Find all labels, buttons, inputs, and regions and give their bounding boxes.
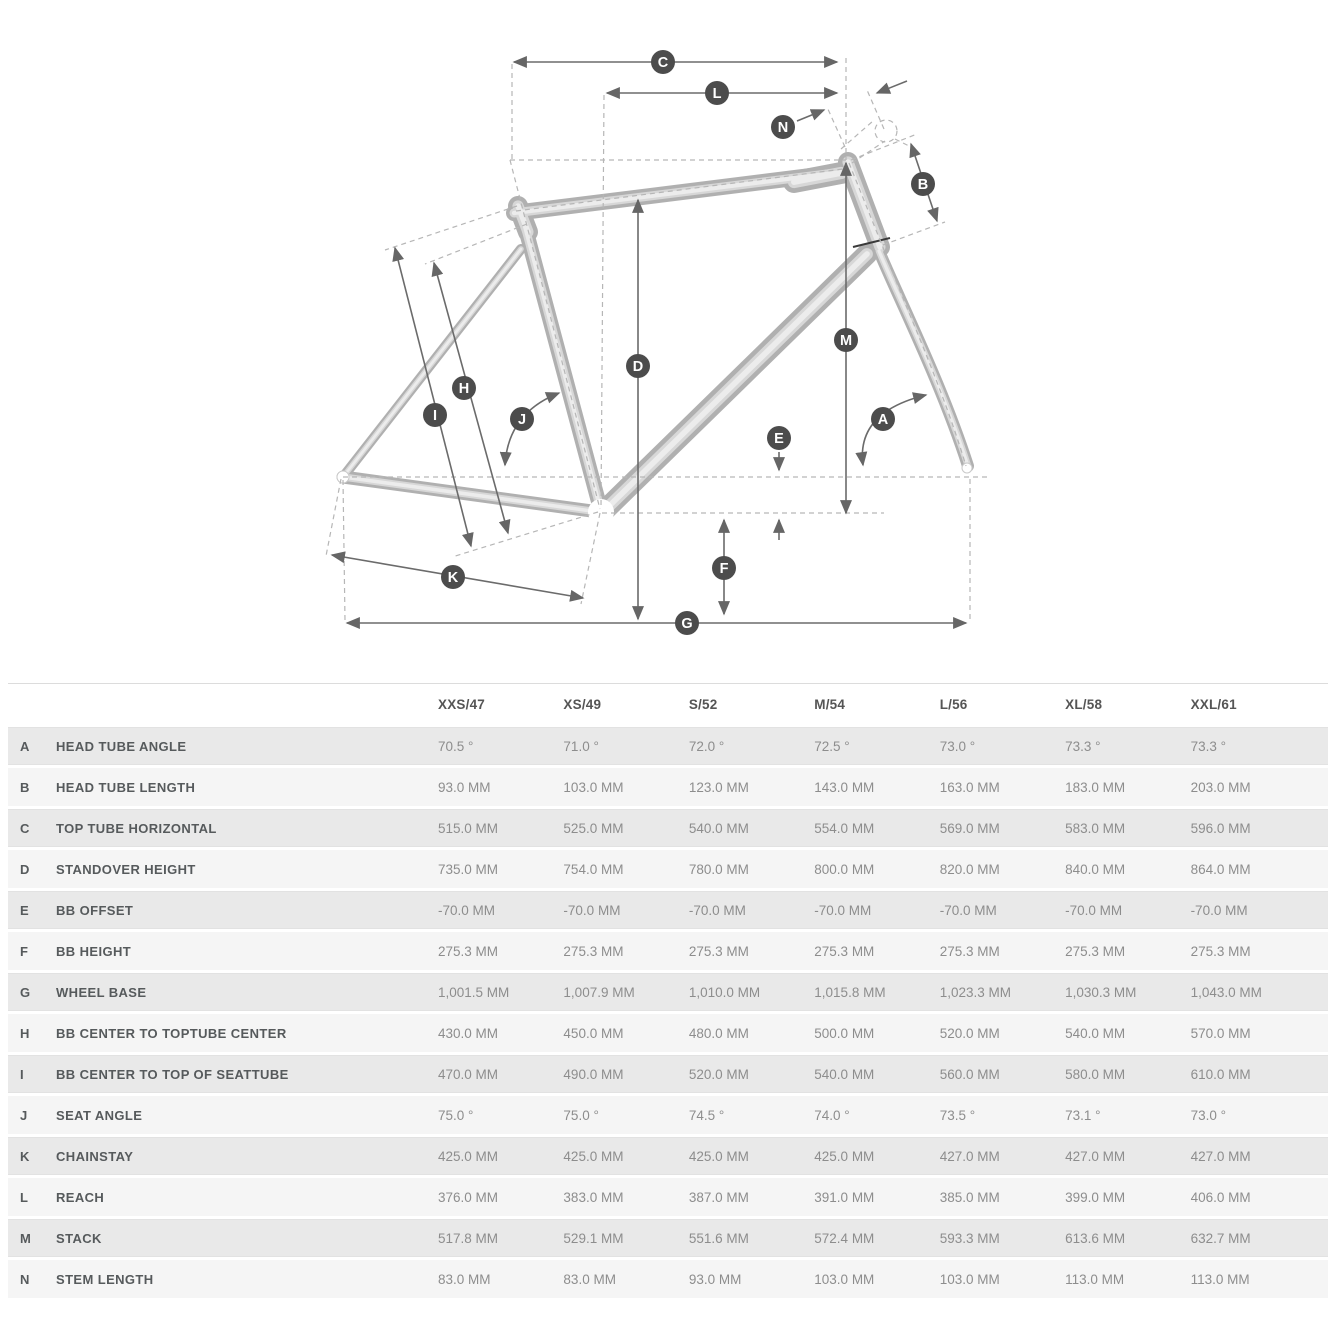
row-label: HEAD TUBE ANGLE (56, 738, 187, 754)
cell-value: 425.0 MM (563, 1148, 624, 1164)
cell-value: 73.0 ° (939, 738, 976, 754)
cell-value: 387.0 MM (688, 1189, 749, 1205)
row-key: F (20, 943, 28, 959)
badge-letter: E (774, 431, 784, 447)
row-key: A (20, 738, 30, 754)
cell-value: 613.6 MM (1065, 1230, 1126, 1246)
cell-value: 275.3 MM (688, 943, 749, 959)
table-row (8, 1055, 1328, 1093)
row-label: BB CENTER TO TOP OF SEATTUBE (56, 1066, 289, 1082)
cell-value: 1,001.5 MM (438, 984, 510, 1000)
table-row (8, 973, 1328, 1011)
cell-value: 569.0 MM (939, 820, 1000, 836)
cell-value: 820.0 MM (939, 861, 1000, 877)
cell-value: 93.0 MM (688, 1271, 742, 1287)
cell-value: 800.0 MM (814, 861, 875, 877)
cell-value: 83.0 MM (438, 1271, 491, 1287)
column-header: S/52 (688, 697, 718, 712)
badge-letter: K (447, 570, 459, 586)
row-label: BB HEIGHT (56, 943, 132, 959)
cell-value: 593.3 MM (939, 1230, 1000, 1246)
badge-letter: B (917, 177, 929, 193)
cell-value: 425.0 MM (438, 1148, 499, 1164)
cell-value: 735.0 MM (438, 861, 499, 877)
cell-value: 73.5 ° (939, 1107, 976, 1123)
cell-value: 399.0 MM (1065, 1189, 1126, 1205)
cell-value: -70.0 MM (814, 902, 872, 918)
cell-value: 73.3 ° (1190, 738, 1226, 754)
frame-tube-down-tube (604, 254, 867, 511)
row-label: STANDOVER HEIGHT (56, 861, 196, 877)
row-key: N (20, 1271, 30, 1287)
cell-value: 73.0 ° (1190, 1107, 1226, 1123)
row-key: B (20, 779, 30, 795)
cell-value: 490.0 MM (563, 1066, 624, 1082)
cell-value: 580.0 MM (1065, 1066, 1126, 1082)
row-key: L (20, 1189, 28, 1205)
row-label: TOP TUBE HORIZONTAL (56, 820, 217, 836)
table-row (8, 891, 1328, 929)
cell-value: -70.0 MM (1190, 902, 1248, 918)
badge-letter: C (657, 55, 669, 71)
cell-value: 113.0 MM (1065, 1271, 1125, 1287)
geometry-table (8, 683, 1328, 1298)
dim-badge-d (626, 354, 650, 378)
cell-value: 540.0 MM (688, 820, 749, 836)
cell-value: 72.5 ° (814, 738, 850, 754)
cell-value: 93.0 MM (438, 779, 491, 795)
row-label: STEM LENGTH (56, 1271, 154, 1287)
dim-arrow-n-right (877, 81, 907, 93)
cell-value: 450.0 MM (563, 1025, 624, 1041)
cell-value: 103.0 MM (814, 1271, 875, 1287)
cell-value: 275.3 MM (1065, 943, 1126, 959)
cell-value: 754.0 MM (563, 861, 624, 877)
badge-letter: N (777, 120, 789, 136)
dimension-badges (423, 50, 935, 635)
dim-badge-c (651, 50, 675, 74)
cell-value: 427.0 MM (1190, 1148, 1251, 1164)
cell-value: 83.0 MM (563, 1271, 616, 1287)
row-key: C (20, 820, 30, 836)
dim-badge-b (911, 172, 935, 196)
badge-letter: M (839, 333, 853, 349)
cell-value: 425.0 MM (814, 1148, 875, 1164)
cell-value: 275.3 MM (563, 943, 624, 959)
dim-badge-j (510, 407, 534, 431)
row-key: I (20, 1066, 24, 1082)
table-row (8, 850, 1328, 888)
column-header: M/54 (814, 697, 846, 712)
row-label: STACK (56, 1230, 102, 1246)
badge-letter: A (877, 412, 889, 428)
cell-value: 780.0 MM (688, 861, 749, 877)
table-body (8, 727, 1328, 1298)
row-label: REACH (56, 1189, 105, 1205)
cell-value: 540.0 MM (1065, 1025, 1126, 1041)
cell-value: 71.0 ° (563, 738, 599, 754)
cell-value: 500.0 MM (814, 1025, 875, 1041)
cell-value: 470.0 MM (438, 1066, 499, 1082)
cell-value: 520.0 MM (688, 1066, 749, 1082)
cell-value: 73.1 ° (1065, 1107, 1101, 1123)
cell-value: 1,007.9 MM (563, 984, 635, 1000)
table-row (8, 932, 1328, 970)
cell-value: 525.0 MM (563, 820, 624, 836)
dim-arrow-n-left (797, 110, 824, 121)
badge-letter: H (458, 381, 470, 397)
cell-value: 540.0 MM (814, 1066, 875, 1082)
cell-value: 1,010.0 MM (688, 984, 761, 1000)
cell-value: 570.0 MM (1190, 1025, 1251, 1041)
row-label: BB CENTER TO TOPTUBE CENTER (56, 1025, 287, 1041)
cell-value: 183.0 MM (1065, 779, 1126, 795)
cell-value: 430.0 MM (438, 1025, 499, 1041)
cell-value: 74.0 ° (814, 1107, 850, 1123)
cell-value: 123.0 MM (688, 779, 749, 795)
cell-value: 72.0 ° (688, 738, 725, 754)
cell-value: 572.4 MM (814, 1230, 875, 1246)
dim-badge-f (712, 556, 736, 580)
cell-value: 75.0 ° (563, 1107, 599, 1123)
cell-value: 376.0 MM (438, 1189, 499, 1205)
cell-value: 554.0 MM (814, 820, 875, 836)
badge-letter: D (632, 359, 644, 375)
cell-value: 275.3 MM (438, 943, 499, 959)
badge-letter: I (432, 408, 438, 424)
cell-value: 75.0 ° (438, 1107, 474, 1123)
front-dropout-hole (962, 463, 972, 473)
cell-value: 73.3 ° (1065, 738, 1101, 754)
cell-value: 391.0 MM (814, 1189, 875, 1205)
cell-value: 275.3 MM (1190, 943, 1251, 959)
cell-value: 529.1 MM (563, 1230, 624, 1246)
cell-value: -70.0 MM (939, 902, 997, 918)
table-row (8, 768, 1328, 806)
table-row (8, 809, 1328, 847)
cell-value: 103.0 MM (939, 1271, 1000, 1287)
cell-value: 520.0 MM (939, 1025, 1000, 1041)
cell-value: 583.0 MM (1065, 820, 1126, 836)
handlebar-clamp-outline (875, 120, 897, 142)
cell-value: 1,043.0 MM (1190, 984, 1262, 1000)
dim-badge-n (771, 115, 795, 139)
row-key: K (20, 1148, 30, 1164)
dim-badge-h (452, 376, 476, 400)
cell-value: 596.0 MM (1190, 820, 1251, 836)
row-label: HEAD TUBE LENGTH (56, 779, 196, 795)
cell-value: 517.8 MM (438, 1230, 499, 1246)
bike-frame-illustration (343, 162, 968, 512)
column-header: XXL/61 (1190, 697, 1237, 712)
cell-value: -70.0 MM (563, 902, 621, 918)
cell-value: 551.6 MM (688, 1230, 749, 1246)
frame-tube-seatstay (343, 249, 521, 477)
cell-value: -70.0 MM (438, 902, 496, 918)
cell-value: 425.0 MM (688, 1148, 749, 1164)
row-key: H (20, 1025, 30, 1041)
cell-value: 840.0 MM (1065, 861, 1126, 877)
badge-letter: F (719, 561, 729, 577)
cell-value: 480.0 MM (688, 1025, 749, 1041)
dimension-lines (332, 62, 966, 623)
cell-value: 560.0 MM (939, 1066, 1000, 1082)
row-key: D (20, 861, 30, 877)
dim-badge-a (871, 407, 895, 431)
frame-details (337, 238, 972, 525)
column-header: L/56 (939, 697, 968, 712)
dim-badge-e (767, 426, 791, 450)
cell-value: 113.0 MM (1190, 1271, 1250, 1287)
row-key: J (20, 1107, 28, 1123)
cell-value: 275.3 MM (814, 943, 875, 959)
table-row (8, 1096, 1328, 1134)
row-key: E (20, 902, 29, 918)
cell-value: 1,030.3 MM (1065, 984, 1137, 1000)
dim-badge-i (423, 403, 447, 427)
cell-value: 385.0 MM (939, 1189, 1000, 1205)
cell-value: -70.0 MM (688, 902, 746, 918)
dim-badge-g (675, 611, 699, 635)
cell-value: 70.5 ° (438, 738, 474, 754)
badge-letter: G (681, 616, 693, 632)
cell-value: 864.0 MM (1190, 861, 1251, 877)
row-label: SEAT ANGLE (56, 1107, 143, 1123)
table-row (8, 1260, 1328, 1298)
table-row (8, 1219, 1328, 1257)
row-key: M (20, 1230, 31, 1246)
construction-lines (326, 58, 991, 621)
cell-value: 427.0 MM (1065, 1148, 1126, 1164)
cell-value: 515.0 MM (438, 820, 499, 836)
dim-arc-j-seat-angle (505, 393, 559, 465)
table-row (8, 1014, 1328, 1052)
cell-value: 406.0 MM (1190, 1189, 1251, 1205)
cell-value: 275.3 MM (939, 943, 1000, 959)
cell-value: 103.0 MM (563, 779, 624, 795)
frame-tube-head-tube (848, 162, 880, 247)
dim-badge-l (705, 81, 729, 105)
table-row (8, 727, 1328, 765)
cell-value: -70.0 MM (1065, 902, 1123, 918)
dim-badge-m (834, 328, 858, 352)
cell-value: 1,015.8 MM (814, 984, 886, 1000)
cell-value: 383.0 MM (563, 1189, 624, 1205)
frame-tube-chainstay (343, 477, 599, 512)
row-label: WHEEL BASE (56, 984, 147, 1000)
cell-value: 1,023.3 MM (939, 984, 1011, 1000)
dim-badge-k (441, 565, 465, 589)
cell-value: 163.0 MM (939, 779, 1000, 795)
badge-letter: J (517, 412, 527, 428)
cell-value: 74.5 ° (688, 1107, 725, 1123)
column-header: XS/49 (563, 697, 602, 712)
cell-value: 610.0 MM (1190, 1066, 1251, 1082)
cell-value: 632.7 MM (1190, 1230, 1251, 1246)
row-label: CHAINSTAY (56, 1148, 134, 1164)
row-key: G (20, 984, 31, 1000)
dim-arc-a-head-angle (862, 395, 926, 465)
column-header: XXS/47 (438, 697, 485, 712)
badge-letter: L (712, 86, 722, 102)
row-label: BB OFFSET (56, 902, 134, 918)
cell-value: 427.0 MM (939, 1148, 1000, 1164)
cell-value: 143.0 MM (814, 779, 875, 795)
cell-value: 203.0 MM (1190, 779, 1251, 795)
table-header-row (8, 684, 1328, 725)
column-header: XL/58 (1065, 697, 1103, 712)
table-row (8, 1178, 1328, 1216)
table-row (8, 1137, 1328, 1175)
